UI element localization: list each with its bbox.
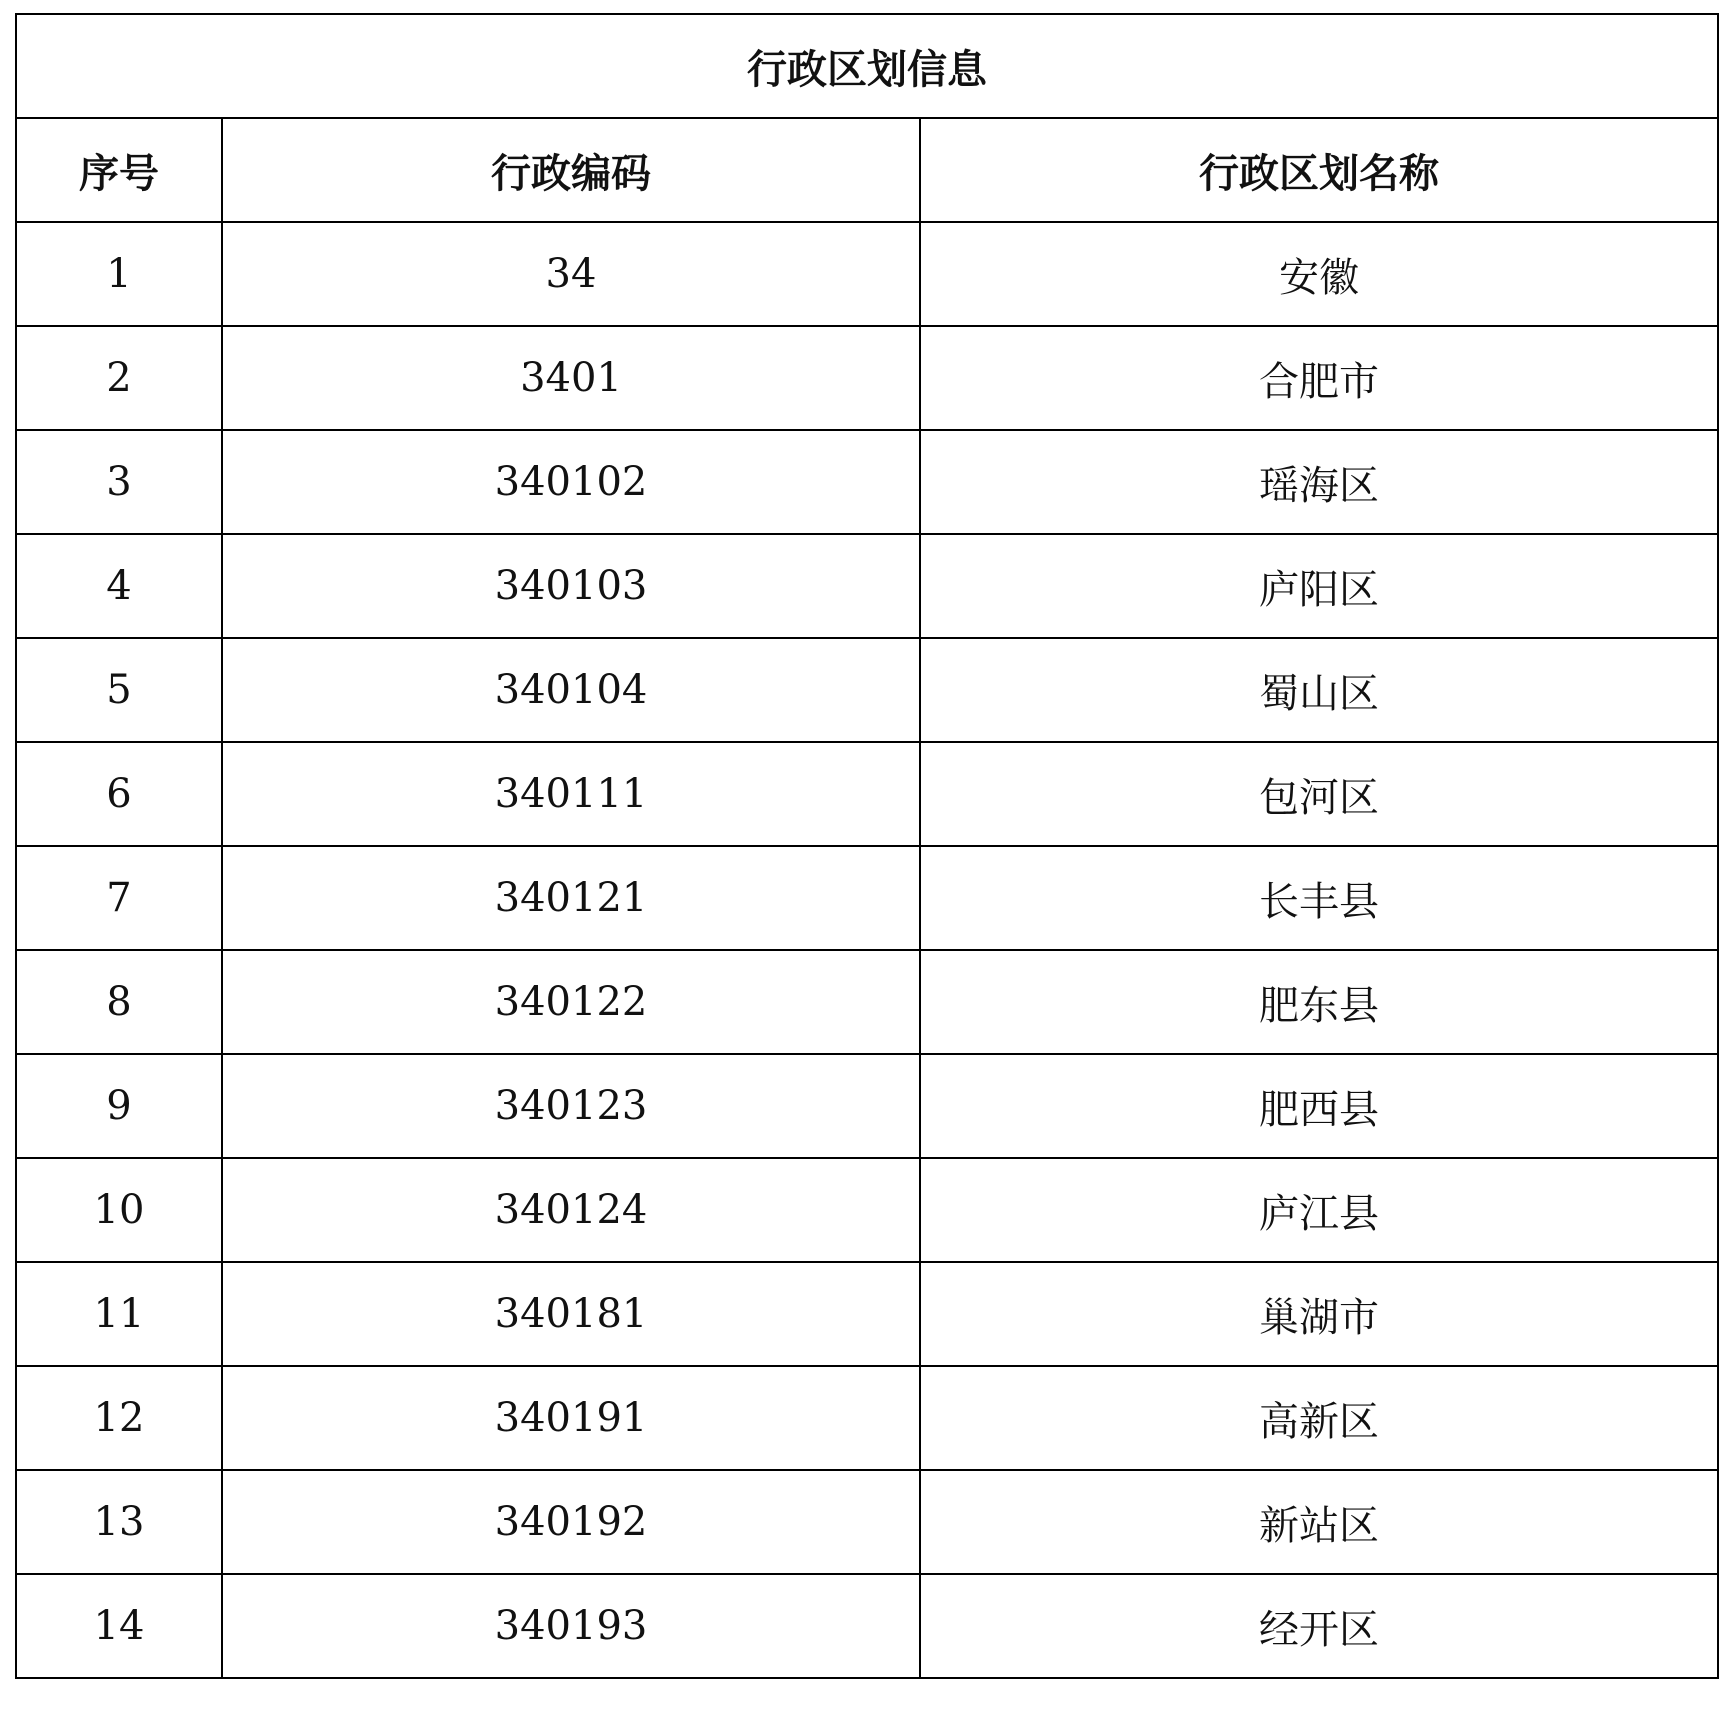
cell-name: 肥西县 [920, 1054, 1718, 1158]
cell-name: 经开区 [920, 1574, 1718, 1678]
cell-name: 蜀山区 [920, 638, 1718, 742]
cell-seq: 4 [16, 534, 222, 638]
cell-seq: 13 [16, 1470, 222, 1574]
header-seq: 序号 [16, 118, 222, 222]
cell-code: 340181 [222, 1262, 920, 1366]
cell-seq: 10 [16, 1158, 222, 1262]
cell-code: 340192 [222, 1470, 920, 1574]
table-header-row [16, 118, 1718, 222]
cell-code: 340121 [222, 846, 920, 950]
cell-seq: 6 [16, 742, 222, 846]
cell-code: 340193 [222, 1574, 920, 1678]
table-row [16, 638, 1718, 742]
cell-code: 340111 [222, 742, 920, 846]
cell-code: 34 [222, 222, 920, 326]
cell-name: 长丰县 [920, 846, 1718, 950]
cell-seq: 3 [16, 430, 222, 534]
table-row [16, 430, 1718, 534]
cell-name: 巢湖市 [920, 1262, 1718, 1366]
cell-name: 包河区 [920, 742, 1718, 846]
cell-seq: 8 [16, 950, 222, 1054]
table-row [16, 1158, 1718, 1262]
table-row [16, 1470, 1718, 1574]
cell-name: 合肥市 [920, 326, 1718, 430]
table-body [16, 222, 1718, 1678]
table-row [16, 742, 1718, 846]
region-table [15, 13, 1719, 1679]
cell-seq: 5 [16, 638, 222, 742]
cell-code: 340124 [222, 1158, 920, 1262]
cell-code: 340102 [222, 430, 920, 534]
cell-code: 340122 [222, 950, 920, 1054]
cell-seq: 1 [16, 222, 222, 326]
cell-name: 庐阳区 [920, 534, 1718, 638]
cell-seq: 2 [16, 326, 222, 430]
cell-seq: 14 [16, 1574, 222, 1678]
cell-name: 新站区 [920, 1470, 1718, 1574]
table-row [16, 1366, 1718, 1470]
table-title-row [16, 14, 1718, 118]
cell-code: 340104 [222, 638, 920, 742]
header-code: 行政编码 [222, 118, 920, 222]
cell-seq: 12 [16, 1366, 222, 1470]
cell-seq: 9 [16, 1054, 222, 1158]
table-row [16, 1262, 1718, 1366]
table-row [16, 1054, 1718, 1158]
cell-name: 庐江县 [920, 1158, 1718, 1262]
header-name: 行政区划名称 [920, 118, 1718, 222]
table-row [16, 846, 1718, 950]
cell-name: 瑶海区 [920, 430, 1718, 534]
cell-seq: 11 [16, 1262, 222, 1366]
table-row [16, 326, 1718, 430]
table-row [16, 222, 1718, 326]
table-row [16, 1574, 1718, 1678]
table-title: 行政区划信息 [16, 14, 1718, 118]
cell-code: 340103 [222, 534, 920, 638]
table-row [16, 950, 1718, 1054]
cell-code: 340191 [222, 1366, 920, 1470]
cell-name: 肥东县 [920, 950, 1718, 1054]
cell-code: 3401 [222, 326, 920, 430]
cell-code: 340123 [222, 1054, 920, 1158]
table-row [16, 534, 1718, 638]
cell-name: 安徽 [920, 222, 1718, 326]
cell-seq: 7 [16, 846, 222, 950]
cell-name: 高新区 [920, 1366, 1718, 1470]
